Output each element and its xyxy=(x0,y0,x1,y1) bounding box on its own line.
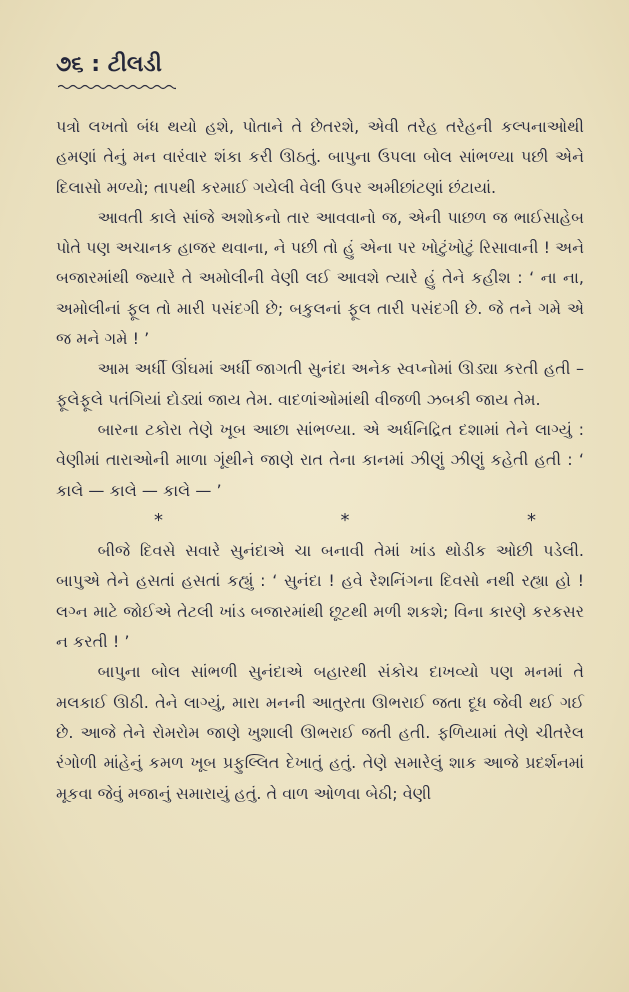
paragraph-1: પત્રો લખતો બંધ થયો હશે, પોતાને તે છેતરશે, એવી તરેહ તરેહની કલ્પનાઓથી હમણાં તેનું મન વારંવાર શંકા કરી ઊઠતું. બાપુના ઉપલા બોલ સાંભળ્યા પછી એને દિલાસો મળ્યો; તાપથી કરમાઈ ગયેલી વેલી ઉપર અમીછાંટણાં છંટાયાં. xyxy=(56,117,584,197)
header-separator: : xyxy=(91,52,101,77)
paragraph-5: બીજે દિવસે સવારે સુનંદાએ ચા બનાવી તેમાં ખાંડ થોડીક ઓછી પડેલી. બાપુએ તેને હસતાં હસતાં કહ્યું : ‘ સુનંદા ! હવે રેશનિંગના દિવસો નથી રહ્યા હો ! લગ્ન માટે જોઈએ તેટલી ખાંડ બજારમાંથી છૂટથી મળી શકશે; વિના કારણે કરકસર ન કરતી ! ’ xyxy=(56,541,584,652)
running-header xyxy=(56,52,162,77)
page-number: ૭૬ xyxy=(56,52,84,77)
section-break-star: * xyxy=(527,509,536,531)
section-break-star: * xyxy=(154,509,163,531)
paragraph-3: આમ અર્ધી ઊંઘમાં અર્ધી જાગતી સુનંદા અનેક સ્વપ્નોમાં ઊડ્યા કરતી હતી – ફૂલેફૂલે પતંગિયાં દોડ્યાં જાય તેમ. વાદળાંઓમાંથી વીજળી ઝબકી જાય તેમ. xyxy=(56,359,584,409)
header-wavy-rule xyxy=(58,84,176,90)
chapter-title: ટીલડી xyxy=(107,52,162,77)
section-break xyxy=(56,506,584,536)
paragraph-6: બાપુના બોલ સાંભળી સુનંદાએ બહારથી સંકોચ દાખવ્યો પણ મનમાં તે મલકાઈ ઊઠી. તેને લાગ્યું, મારા મનની આતુરતા ઊભરાઈ જતા દૂધ જેવી થઈ ગઈ છે. આજે તેને રોમરોમ જાણે ખુશાલી ઊભરાઈ જતી હતી. ફળિયામાં તેણે ચીતરેલ રંગોળી માંહેનું કમળ ખૂબ પ્રફુલ્લિત દેખાતું હતું. તેણે સમારેલું શાક આજે પ્રદર્શનમાં મૂકવા જેવું મજાનું સમારાયું હતું. તે વાળ ઓળવા બેઠી; વેણી xyxy=(56,662,584,803)
body-text xyxy=(56,112,584,809)
paragraph-4: બારના ટકોરા તેણે ખૂબ આછા સાંભળ્યા. એ અર્ધનિદ્રિત દશામાં તેને લાગ્યું : વેણીમાં તારાઓની માળા ગૂંથીને જાણે રાત તેના કાનમાં ઝીણું ઝીણું કહેતી હતી : ‘ કાલે — કાલે — કાલે — ’ xyxy=(56,419,584,500)
section-break-star: * xyxy=(340,509,350,531)
paragraph-2: આવતી કાલે સાંજે અશોકનો તાર આવવાનો જ, એની પાછળ જ ભાઈસાહેબ પોતે પણ અચાનક હાજર થવાના, ને પછી તો હું એના પર ખોટુંખોટું રિસાવાની ! અને બજારમાંથી જ્યારે તે અમોલીની વેણી લઈ આવશે ત્યારે હું તેને કહીશ : ‘ ના ના, અમોલીનાં ફૂલ તો મારી પસંદગી છે; બકુલનાં ફૂલ તારી પસંદગી છે. જે તને ગમે એ જ મને ગમે ! ’ xyxy=(56,207,584,349)
